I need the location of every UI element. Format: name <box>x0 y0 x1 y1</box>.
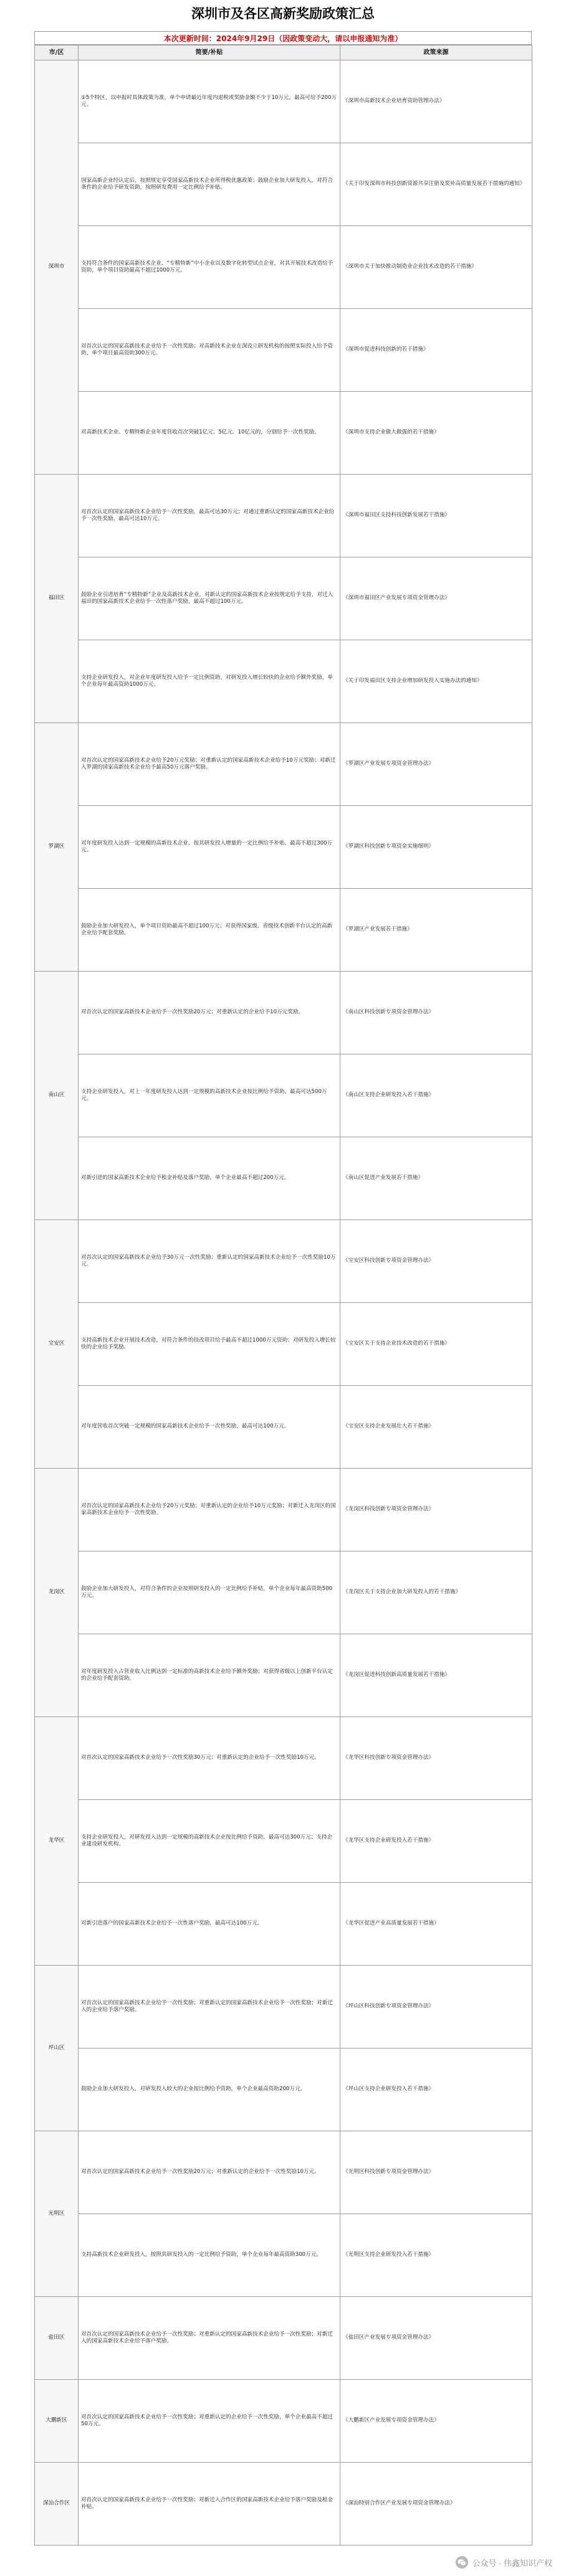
policy-description-cell: 对年度营收首次突破一定规模的国家高新技术企业给予一次性奖励，最高可达100万元。 <box>79 1386 340 1469</box>
policy-description-cell: 对首次认定的国家高新技术企业给予一次性奖励，最高可达30万元；对通过重新认定的国家高新技术企业给予一次性奖励，最高可达10万元。 <box>79 475 340 557</box>
header-description: 简要/补贴 <box>79 45 340 60</box>
policy-description-cell: 对首次认定的国家高新技术企业给予20万元奖励；对重新认定的国家高新技术企业给予10万元奖励；对新迁入罗湖的国家高新技术企业给予最高50万元落户奖励。 <box>79 723 340 806</box>
wechat-icon <box>456 2556 468 2569</box>
table-row <box>35 2463 532 2545</box>
policy-source-cell: 《深圳市福田区产业发展专项资金管理办法》 <box>340 557 532 640</box>
district-cell: 福田区 <box>35 475 79 723</box>
policy-source-cell: 《光明区科技创新专项资金管理办法》 <box>340 2131 532 2214</box>
policy-source-cell: 《南山区支持企业研发投入若干措施》 <box>340 1054 532 1137</box>
policy-source-cell: 《坪山区科技创新专项资金管理办法》 <box>340 1966 532 2048</box>
policy-description-cell: 对首次认定的国家高新技术企业给予一次性奖励；对高新技术企业在深设立研发机构的按照实际投入给予资助，单个项目最高资助300万元。 <box>79 309 340 392</box>
policy-source-cell: 《深圳市福田区支持科技创新发展若干措施》 <box>340 475 532 557</box>
table-row <box>35 806 532 889</box>
table-row <box>35 1966 532 2048</box>
policy-source-cell: 《龙华区促进产业高质量发展若干措施》 <box>340 1883 532 1966</box>
table-row <box>35 475 532 557</box>
table-row <box>35 2297 532 2380</box>
district-cell: 大鹏新区 <box>35 2380 79 2463</box>
policy-source-cell: 《大鹏新区产业发展专项资金管理办法》 <box>340 2380 532 2463</box>
policy-description-cell: 支持高新技术企业研发投入，按照其研发投入的一定比例给予资助，单个企业每年最高资助300万元。 <box>79 2214 340 2297</box>
district-cell: 龙华区 <box>35 1717 79 1966</box>
table-row <box>35 143 532 226</box>
policy-description-cell: 国家高新企业经认定后，按照规定享受国家高新技术企业所得税优惠政策；鼓励企业加大研发投入，对符合条件的企业给予研发资助，按照研发费用一定比例给予补贴。 <box>79 143 340 226</box>
policy-source-cell: 《宝安区科技创新专项资金管理办法》 <box>340 1220 532 1303</box>
policy-source-cell: 《深圳市支持企业做大做强的若干措施》 <box>340 392 532 475</box>
policy-source-cell: 《坪山区支持企业研发投入若干措施》 <box>340 2048 532 2131</box>
policy-source-cell: 《宝安区关于支持企业技术改造的若干措施》 <box>340 1303 532 1386</box>
policy-source-cell: 《龙华区支持企业研发投入若干措施》 <box>340 1800 532 1883</box>
policy-description-cell: 对首次认定的国家高新技术企业给予一次性奖励；对重新认定的国家高新技术企业给予一次性奖励；对新迁入的国家高新技术企业给予落户奖励。 <box>79 2297 340 2380</box>
policy-source-cell: 《深圳市促进科技创新的若干措施》 <box>340 309 532 392</box>
header-district: 市/区 <box>35 45 79 60</box>
policy-description-cell: 支持企业研发投入，对上一年度研发投入达到一定规模的高新技术企业按比例给予资助，最高可达500万元。 <box>79 1054 340 1137</box>
policy-description-cell: 对首次认定的国家高新技术企业给予一次性奖励20万元；对重新认定的企业给予10万元奖励。 <box>79 972 340 1054</box>
policy-source-cell: 《关于印发深圳市科技创新资源共享注册及奖补高质量发展若干措施的通知》 <box>340 143 532 226</box>
table-row <box>35 309 532 392</box>
update-note: 本次更新时间：2024年9月29日（因政策变动大，请以申报通知为准） <box>34 31 532 45</box>
policy-description-cell: 对首次认定的国家高新技术企业给予一次性奖励；对新迁入合作区的国家高新技术企业给予落户奖励及租金补贴。 <box>79 2463 340 2545</box>
table-row <box>35 557 532 640</box>
policy-description-cell: 支持符合条件的国家高新技术企业、“专精特新”中小企业以及数字化转型试点企业，对其开展技术改造给予资助，单个项目资助最高不超过1000万元。 <box>79 226 340 309</box>
document-title: 深圳市及各区高新奖励政策汇总 <box>191 7 375 21</box>
district-cell: 光明区 <box>35 2131 79 2297</box>
watermark-text: 公众号 · 伟鑫知识产权 <box>472 2558 552 2568</box>
table-row <box>35 1469 532 1551</box>
table-row <box>35 392 532 475</box>
policy-description-cell: 支持高新技术企业开展技术改造，对符合条件的技改项目给予最高不超过1000万元资助；对研发投入增长较快的企业给予奖励。 <box>79 1303 340 1386</box>
policy-description-cell: 对年度研发投入达到一定规模的高新技术企业，按其研发投入增量的一定比例给予补贴，最高不超过300万元。 <box>79 806 340 889</box>
district-cell: 坪山区 <box>35 1966 79 2131</box>
policy-description-cell: 对首次认定的国家高新技术企业给予一次性奖励；对重新认定的企业给予一次性奖励，单个企业最高不超过50万元。 <box>79 2380 340 2463</box>
policy-description-cell: ①5个特区，以申报时具体政策为准，单个申请最近年度内退税或奖励金额不少于10万元，最高可给予200万元。 <box>79 60 340 143</box>
table-row <box>35 1220 532 1303</box>
policy-description-cell: 对首次认定的国家高新技术企业给予一次性奖励；对重新认定的国家高新技术企业给予一次性奖励；对新迁入的企业给予落户奖励。 <box>79 1966 340 2048</box>
policy-description-cell: 对新引进落户的国家高新技术企业给予一次性落户奖励，最高可达100万元。 <box>79 1883 340 1966</box>
table-row <box>35 1551 532 1634</box>
policy-source-cell: 《罗湖区产业发展专项资金管理办法》 <box>340 723 532 806</box>
table-row <box>35 1717 532 1800</box>
policy-description-cell: 鼓励企业加大研发投入，对符合条件的企业按照研发投入的一定比例给予补贴，单个企业每年最高资助500万元。 <box>79 1551 340 1634</box>
district-cell: 南山区 <box>35 972 79 1220</box>
policy-description-cell: 对首次认定的国家高新技术企业给予20万元奖励；对重新认定的企业给予10万元奖励；对新迁入龙岗区的国家高新技术企业给予一次性奖励。 <box>79 1469 340 1551</box>
policy-description-cell: 支持企业研发投入，对企业年度研发投入给予一定比例资助，对研发投入增长较快的企业给予额外奖励，单个企业每年最高资助1000万元。 <box>79 640 340 723</box>
table-row <box>35 1800 532 1883</box>
table-row <box>35 1634 532 1717</box>
table-row <box>35 1386 532 1469</box>
table-row <box>35 1883 532 1966</box>
table-row <box>35 640 532 723</box>
policy-source-cell: 《宝安区支持企业发展壮大若干措施》 <box>340 1386 532 1469</box>
policy-description-cell: 鼓励企业引进培育“专精特新”企业及高新技术企业，对新认定的国家高新技术企业按规定给予支持，对迁入福田的国家高新技术企业给予一次性落户奖励，最高不超过100万元。 <box>79 557 340 640</box>
policy-source-cell: 《罗湖区产业发展若干措施》 <box>340 889 532 972</box>
district-cell: 深汕合作区 <box>35 2463 79 2545</box>
district-cell: 盐田区 <box>35 2297 79 2380</box>
policy-table-body <box>35 60 532 2545</box>
policy-source-cell: 《盐田区产业发展专项资金管理办法》 <box>340 2297 532 2380</box>
table-row <box>35 1137 532 1220</box>
table-row <box>35 2048 532 2131</box>
table-row <box>35 226 532 309</box>
policy-source-cell: 《南山区促进产业发展若干措施》 <box>340 1137 532 1220</box>
table-row <box>35 2380 532 2463</box>
policy-description-cell: 对首次认定的国家高新技术企业给予30万元一次性奖励；重新认定的国家高新技术企业给予一次性奖励10万元。 <box>79 1220 340 1303</box>
table-row <box>35 889 532 972</box>
table-row <box>35 1303 532 1386</box>
policy-source-cell: 《龙岗区科技创新专项资金管理办法》 <box>340 1469 532 1551</box>
district-cell: 深圳市 <box>35 60 79 475</box>
policy-source-cell: 《南山区科技创新专项资金管理办法》 <box>340 972 532 1054</box>
table-row <box>35 972 532 1054</box>
policy-description-cell: 对新引进的国家高新技术企业给予租金补贴及落户奖励，单个企业最高不超过200万元。 <box>79 1137 340 1220</box>
table-row <box>35 1054 532 1137</box>
header-source: 政策来源 <box>340 45 532 60</box>
policy-table <box>34 45 532 2545</box>
policy-description-cell: 对高新技术企业、专精特新企业年度营收首次突破1亿元、5亿元、10亿元的，分别给予一次性奖励。 <box>79 392 340 475</box>
policy-source-cell: 《深汕特别合作区产业发展专项资金管理办法》 <box>340 2463 532 2545</box>
policy-description-cell: 对首次认定的国家高新技术企业给予一次性奖励20万元；对重新认定的企业给予一次性奖励10万元。 <box>79 2131 340 2214</box>
policy-description-cell: 对首次认定的国家高新技术企业给予一次性奖励30万元；对重新认定的企业给予一次性奖励10万元。 <box>79 1717 340 1800</box>
table-row <box>35 723 532 806</box>
district-cell: 罗湖区 <box>35 723 79 972</box>
policy-source-cell: 《龙岗区促进科技创新高质量发展若干措施》 <box>340 1634 532 1717</box>
policy-description-cell: 鼓励企业加大研发投入，单个项目资助最高不超过100万元；对获得国家级、省级技术创新平台认定的高新企业给予配套奖励。 <box>79 889 340 972</box>
district-cell: 龙岗区 <box>35 1469 79 1717</box>
policy-description-cell: 对年度研发投入占营业收入比例达到一定标准的高新技术企业给予额外奖励；对获得省级以上创新平台认定的企业给予配套资助。 <box>79 1634 340 1717</box>
policy-source-cell: 《龙岗区关于支持企业加大研发投入的若干措施》 <box>340 1551 532 1634</box>
table-row <box>35 2131 532 2214</box>
policy-source-cell: 《关于印发福田区支持企业增加研发投入实施办法的通知》 <box>340 640 532 723</box>
policy-description-cell: 支持企业研发投入，对研发投入达到一定规模的高新技术企业按比例给予资助，最高可达300万元；支持企业建设研发机构。 <box>79 1800 340 1883</box>
policy-source-cell: 《深圳市高新技术企业培育资助管理办法》 <box>340 60 532 143</box>
policy-source-cell: 《光明区支持企业研发投入若干措施》 <box>340 2214 532 2297</box>
table-row <box>35 2214 532 2297</box>
table-row <box>35 60 532 143</box>
district-cell: 宝安区 <box>35 1220 79 1469</box>
table-header-row <box>35 45 532 60</box>
policy-source-cell: 《龙华区科技创新专项资金管理办法》 <box>340 1717 532 1800</box>
policy-description-cell: 鼓励企业加大研发投入，对研发投入较大的企业按比例给予资助，单个企业最高资助200万元。 <box>79 2048 340 2131</box>
policy-source-cell: 《罗湖区科技创新专项资金实施细则》 <box>340 806 532 889</box>
policy-source-cell: 《深圳市关于加快推动制造业企业技术改造的若干措施》 <box>340 226 532 309</box>
watermark <box>456 2555 552 2570</box>
